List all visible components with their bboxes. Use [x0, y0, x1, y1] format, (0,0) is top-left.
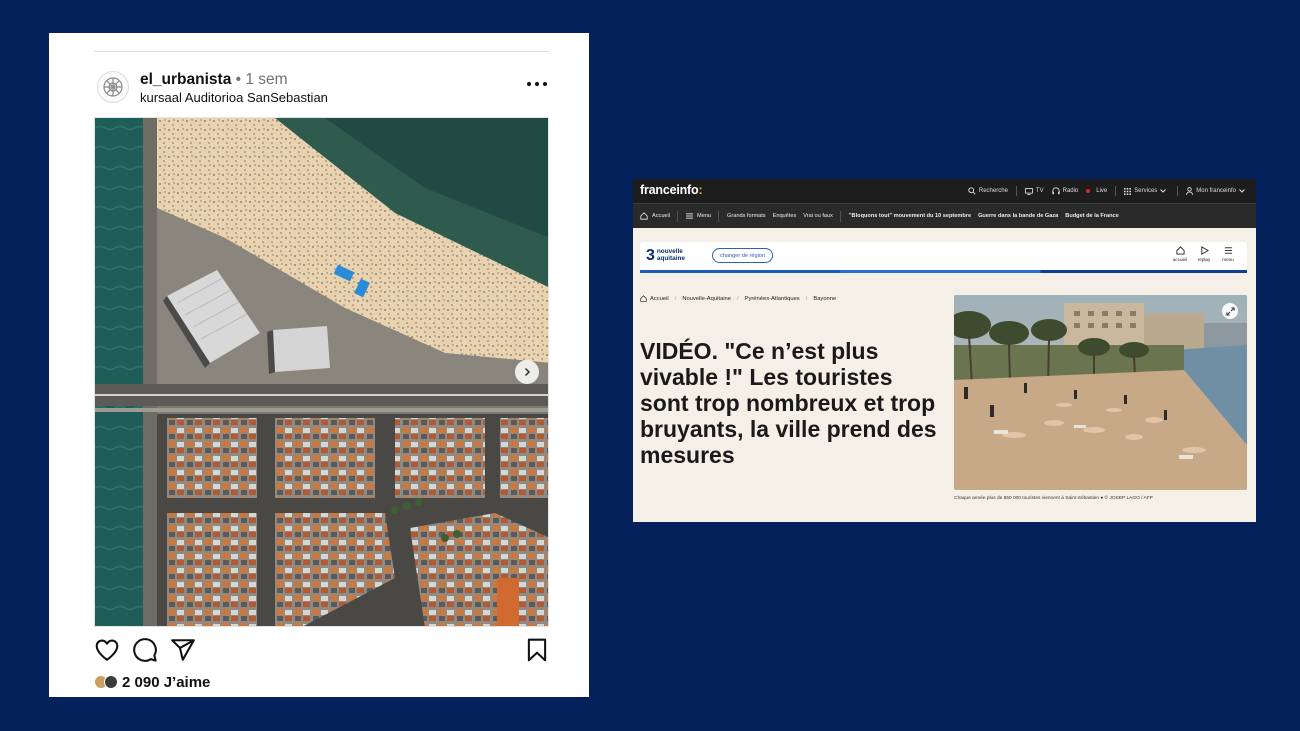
chevron-down-icon: [1160, 189, 1166, 193]
article-photo[interactable]: [954, 295, 1247, 490]
region-nav: [1168, 246, 1240, 262]
heart-icon[interactable]: [94, 637, 120, 663]
share-icon[interactable]: [170, 637, 196, 663]
region-menu-button[interactable]: menu: [1216, 246, 1240, 262]
live-dot-icon: [1086, 189, 1090, 193]
likes-row: [94, 672, 210, 692]
live-link[interactable]: Live: [1086, 188, 1107, 194]
article-headline: VIDÉO. "Ce n’est plus vivable !" Les touristes sont trop nombreux et trop bruyants, la ville prend des mesures: [640, 338, 937, 468]
comment-icon[interactable]: [132, 637, 158, 663]
link-grands-formats[interactable]: Grands formats: [727, 213, 766, 219]
expand-icon[interactable]: [1222, 303, 1238, 319]
home-link[interactable]: Accueil: [640, 212, 670, 220]
tv-icon: [1025, 188, 1033, 195]
top-bar: [633, 179, 1256, 203]
breadcrumb-bayonne[interactable]: Bayonne: [813, 295, 837, 302]
breadcrumb-pyrenees-atlantiques[interactable]: Pyrénées-Atlantiques: [744, 295, 800, 302]
home-icon: [640, 295, 647, 302]
bookmark-icon[interactable]: [524, 637, 550, 663]
services-menu[interactable]: Services: [1124, 188, 1169, 195]
username-link[interactable]: el_urbanista: [140, 71, 232, 88]
search-icon: [968, 187, 976, 195]
home-icon: [640, 212, 648, 220]
change-region-button[interactable]: changer de région: [712, 248, 773, 263]
next-slide-icon[interactable]: [515, 360, 539, 384]
franceinfo-logo[interactable]: franceinfo:: [640, 183, 703, 197]
breadcrumb-accueil[interactable]: Accueil: [650, 295, 669, 302]
franceinfo-article: [633, 179, 1256, 522]
top-nav: [960, 179, 1248, 203]
link-enquetes[interactable]: Enquêtes: [772, 213, 797, 219]
avatar-icon[interactable]: [97, 71, 129, 103]
location-link[interactable]: kursaal Auditorioa SanSebastian: [140, 90, 328, 105]
more-options-icon[interactable]: [527, 77, 547, 91]
tv-link[interactable]: TV: [1025, 188, 1044, 195]
divider: [94, 51, 549, 52]
search-link[interactable]: Recherche: [968, 187, 1008, 195]
region-color-bar: [640, 270, 1247, 273]
trending-bloquons-tout[interactable]: "Bloquons tout" mouvement du 10 septembre: [848, 213, 972, 219]
post-header: [140, 71, 288, 89]
radio-link[interactable]: Radio: [1052, 187, 1079, 195]
photo-caption: Chaque année plus de 860 000 touristes viennent à Saint-Sébastien ● © JOSEP LAGO / AFP: [954, 496, 1153, 501]
breadcrumb: Accueil / Nouvelle-Aquitaine / Pyrénées-Atlantiques / Bayonne: [640, 295, 836, 302]
hamburger-icon: [1224, 246, 1233, 255]
post-actions: [94, 637, 549, 663]
post-image[interactable]: [94, 117, 549, 627]
sub-nav: [633, 203, 1256, 228]
trending-gaza[interactable]: Guerre dans la bande de Gaza: [978, 213, 1059, 219]
region-home-button[interactable]: accueil: [1168, 246, 1192, 262]
instagram-post-card: [49, 33, 589, 697]
user-icon: [1186, 187, 1193, 195]
france3-region-logo[interactable]: 3 nouvelle aquitaine: [646, 247, 685, 264]
region-replay-button[interactable]: replay: [1192, 246, 1216, 262]
post-time[interactable]: 1 sem: [245, 71, 288, 88]
play-icon: [1200, 246, 1209, 255]
hamburger-icon: [686, 213, 693, 219]
menu-link[interactable]: Menu: [686, 213, 711, 219]
separator-dot: •: [235, 71, 242, 88]
trending-budget[interactable]: Budget de la France: [1065, 213, 1119, 219]
home-icon: [1176, 246, 1185, 255]
breadcrumb-nouvelle-aquitaine[interactable]: Nouvelle-Aquitaine: [682, 295, 731, 302]
headphones-icon: [1052, 187, 1060, 195]
likes-count[interactable]: 2 090 J’aime: [122, 673, 211, 691]
account-menu[interactable]: Mon franceinfo: [1186, 187, 1248, 195]
grid-icon: [1124, 188, 1131, 195]
link-vrai-ou-faux[interactable]: Vrai ou faux: [803, 213, 833, 219]
liker-avatars: [94, 674, 120, 690]
chevron-down-icon: [1239, 189, 1245, 193]
region-bar: [640, 242, 1247, 270]
